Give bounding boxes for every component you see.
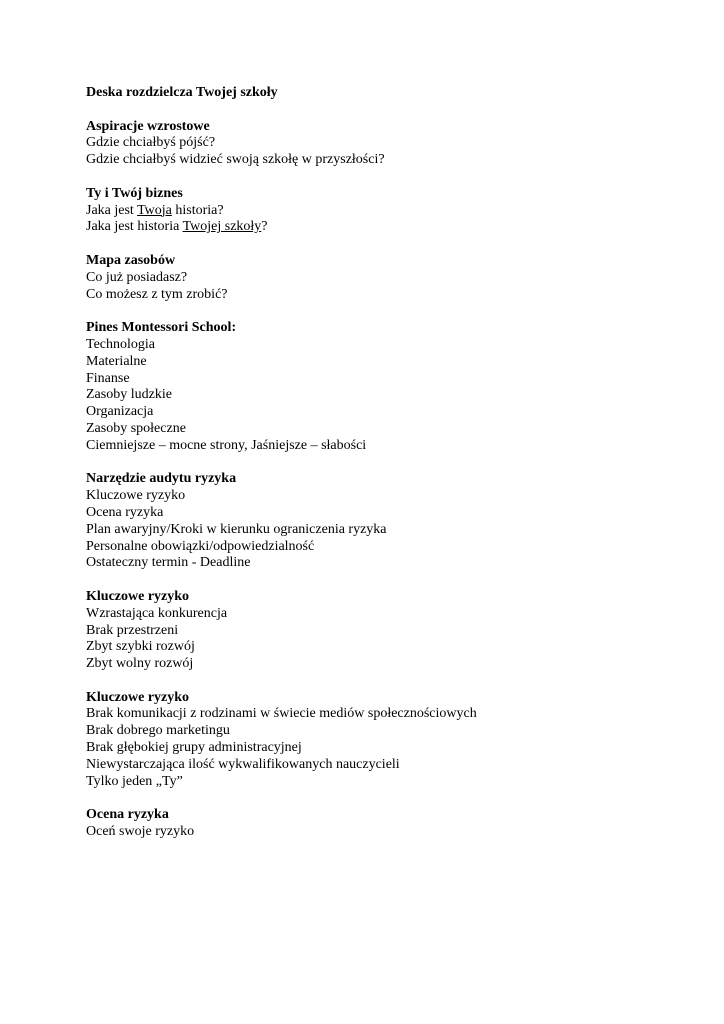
underlined-text: Twojej szkoły — [182, 219, 262, 235]
text-line: Ciemniejsze – mocne strony, Jaśniejsze – słabości — [86, 437, 367, 453]
section-heading: Kluczowe ryzyko — [86, 588, 190, 604]
section-heading: Ty i Twój biznes — [86, 185, 183, 201]
text-line: Tylko jeden „Ty” — [86, 773, 183, 789]
text-line: Co możesz z tym zrobić? — [86, 286, 228, 302]
section-resource-map — [86, 253, 646, 303]
text-line: Co już posiadasz? — [86, 269, 188, 285]
section-risk-audit-tool — [86, 471, 646, 572]
section-heading: Pines Montessori School: — [86, 320, 237, 336]
text-fragment: ? — [261, 219, 268, 235]
text-line: Oceń swoje ryzyko — [86, 824, 195, 840]
text-line: Technologia — [86, 336, 155, 352]
section-heading: Narzędzie audytu ryzyka — [86, 471, 237, 487]
section-heading: Kluczowe ryzyko — [86, 689, 190, 705]
text-line: Plan awaryjny/Kroki w kierunku ograniczenia ryzyka — [86, 521, 387, 537]
text-line: Niewystarczająca ilość wykwalifikowanych nauczycieli — [86, 756, 400, 772]
text-line: Wzrastająca konkurencja — [86, 605, 228, 621]
text-line: Brak przestrzeni — [86, 622, 179, 638]
text-line: Zasoby ludzkie — [86, 387, 172, 403]
text-line: Finanse — [86, 370, 130, 386]
text-line: Kluczowe ryzyko — [86, 488, 186, 504]
text-line: Brak dobrego marketingu — [86, 723, 230, 739]
text-fragment: Jaka jest historia — [86, 219, 183, 235]
section-you-and-business — [86, 186, 646, 236]
text-fragment: Jaka jest — [86, 202, 138, 218]
section-key-risk-1 — [86, 589, 646, 673]
text-line: Ostateczny termin - Deadline — [86, 555, 251, 571]
text-line — [86, 219, 646, 236]
section-heading: Aspiracje wzrostowe — [86, 118, 210, 134]
text-line: Brak komunikacji z rodzinami w świecie mediów społecznościowych — [86, 706, 477, 722]
text-line: Zbyt wolny rozwój — [86, 656, 194, 672]
text-line: Gdzie chciałbyś widzieć swoją szkołę w przyszłości? — [86, 152, 385, 168]
section-pines-montessori — [86, 320, 646, 454]
underlined-text: Twoja — [137, 202, 172, 218]
text-line: Materialne — [86, 353, 147, 369]
text-line: Gdzie chciałbyś pójść? — [86, 135, 216, 151]
text-line: Brak głębokiej grupy administracyjnej — [86, 740, 302, 756]
text-line: Personalne obowiązki/odpowiedzialność — [86, 538, 315, 554]
section-growth-aspirations — [86, 119, 646, 169]
section-heading: Mapa zasobów — [86, 252, 176, 268]
text-line: Ocena ryzyka — [86, 504, 164, 520]
text-line: Zasoby społeczne — [86, 420, 186, 436]
section-risk-assessment — [86, 807, 646, 841]
document-title: Deska rozdzielcza Twojej szkoły — [86, 85, 278, 100]
text-line: Zbyt szybki rozwój — [86, 639, 195, 655]
text-fragment: historia? — [171, 202, 224, 218]
section-heading: Ocena ryzyka — [86, 807, 169, 823]
section-key-risk-2 — [86, 690, 646, 791]
text-line: Organizacja — [86, 404, 154, 420]
text-line — [86, 203, 646, 220]
document-page — [86, 85, 646, 858]
